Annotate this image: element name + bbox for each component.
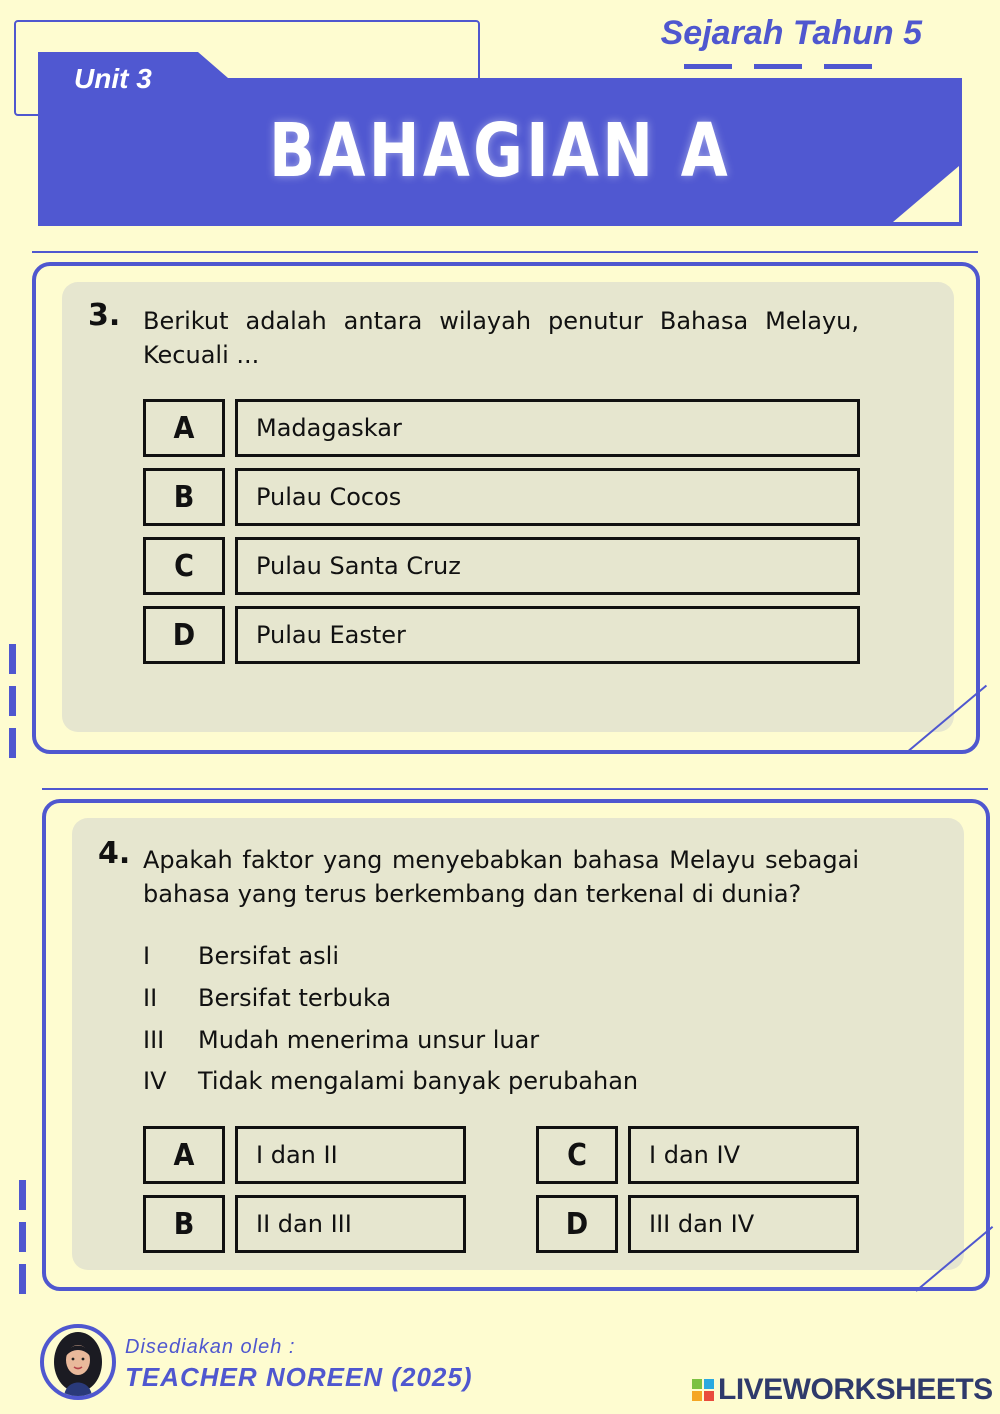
option-d-letter[interactable]: D <box>143 606 225 664</box>
page-title: BAHAGIAN A <box>269 108 731 194</box>
teacher-name: TEACHER NOREEN (2025) <box>125 1362 473 1392</box>
brand-logo[interactable] <box>692 1373 993 1407</box>
statement-i: I Bersifat asli <box>143 942 340 970</box>
divider-line <box>42 788 988 790</box>
option-b-letter[interactable]: B <box>143 1195 225 1253</box>
option-c-letter[interactable]: C <box>143 537 225 595</box>
statement-iv: IV Tidak mengalami banyak perubahan <box>143 1067 639 1095</box>
statement-ii: II Bersifat terbuka <box>143 984 392 1012</box>
option-d-letter[interactable]: D <box>536 1195 618 1253</box>
option-b-letter[interactable]: B <box>143 468 225 526</box>
option-a-letter[interactable]: A <box>143 1126 225 1184</box>
option-c-text[interactable]: I dan IV <box>628 1126 859 1184</box>
question-3-text: Berikut adalah antara wilayah penutur Bahasa Melayu, Kecuali ... <box>143 307 859 369</box>
option-a-text[interactable]: Madagaskar <box>235 399 860 457</box>
unit-label: Unit 3 <box>74 63 152 94</box>
liveworksheets-logo-icon <box>692 1379 714 1401</box>
option-d-text[interactable]: III dan IV <box>628 1195 859 1253</box>
question-4-text: Apakah faktor yang menyebabkan bahasa Melayu sebagai bahasa yang terus berkembang dan terkenal di dunia? <box>143 846 859 908</box>
subject-underline <box>684 64 872 69</box>
avatar <box>40 1324 116 1400</box>
side-ticks <box>9 644 16 758</box>
teacher-portrait-icon <box>44 1328 112 1396</box>
option-b-text[interactable]: Pulau Cocos <box>235 468 860 526</box>
divider-line <box>32 251 978 253</box>
option-d-text[interactable]: Pulau Easter <box>235 606 860 664</box>
question-3-number: 3. <box>88 298 121 333</box>
option-c-text[interactable]: Pulau Santa Cruz <box>235 537 860 595</box>
question-4-number: 4. <box>98 836 131 871</box>
option-a-letter[interactable]: A <box>143 399 225 457</box>
option-a-text[interactable]: I dan II <box>235 1126 466 1184</box>
option-c-letter[interactable]: C <box>536 1126 618 1184</box>
side-ticks <box>19 1180 26 1294</box>
statement-iii: III Mudah menerima unsur luar <box>143 1026 540 1054</box>
subject-title: Sejarah Tahun 5 <box>660 14 922 52</box>
prepared-by-label: Disediakan oleh : <box>125 1336 296 1358</box>
option-b-text[interactable]: II dan III <box>235 1195 466 1253</box>
brand-name: LIVEWORKSHEETS <box>718 1373 993 1406</box>
